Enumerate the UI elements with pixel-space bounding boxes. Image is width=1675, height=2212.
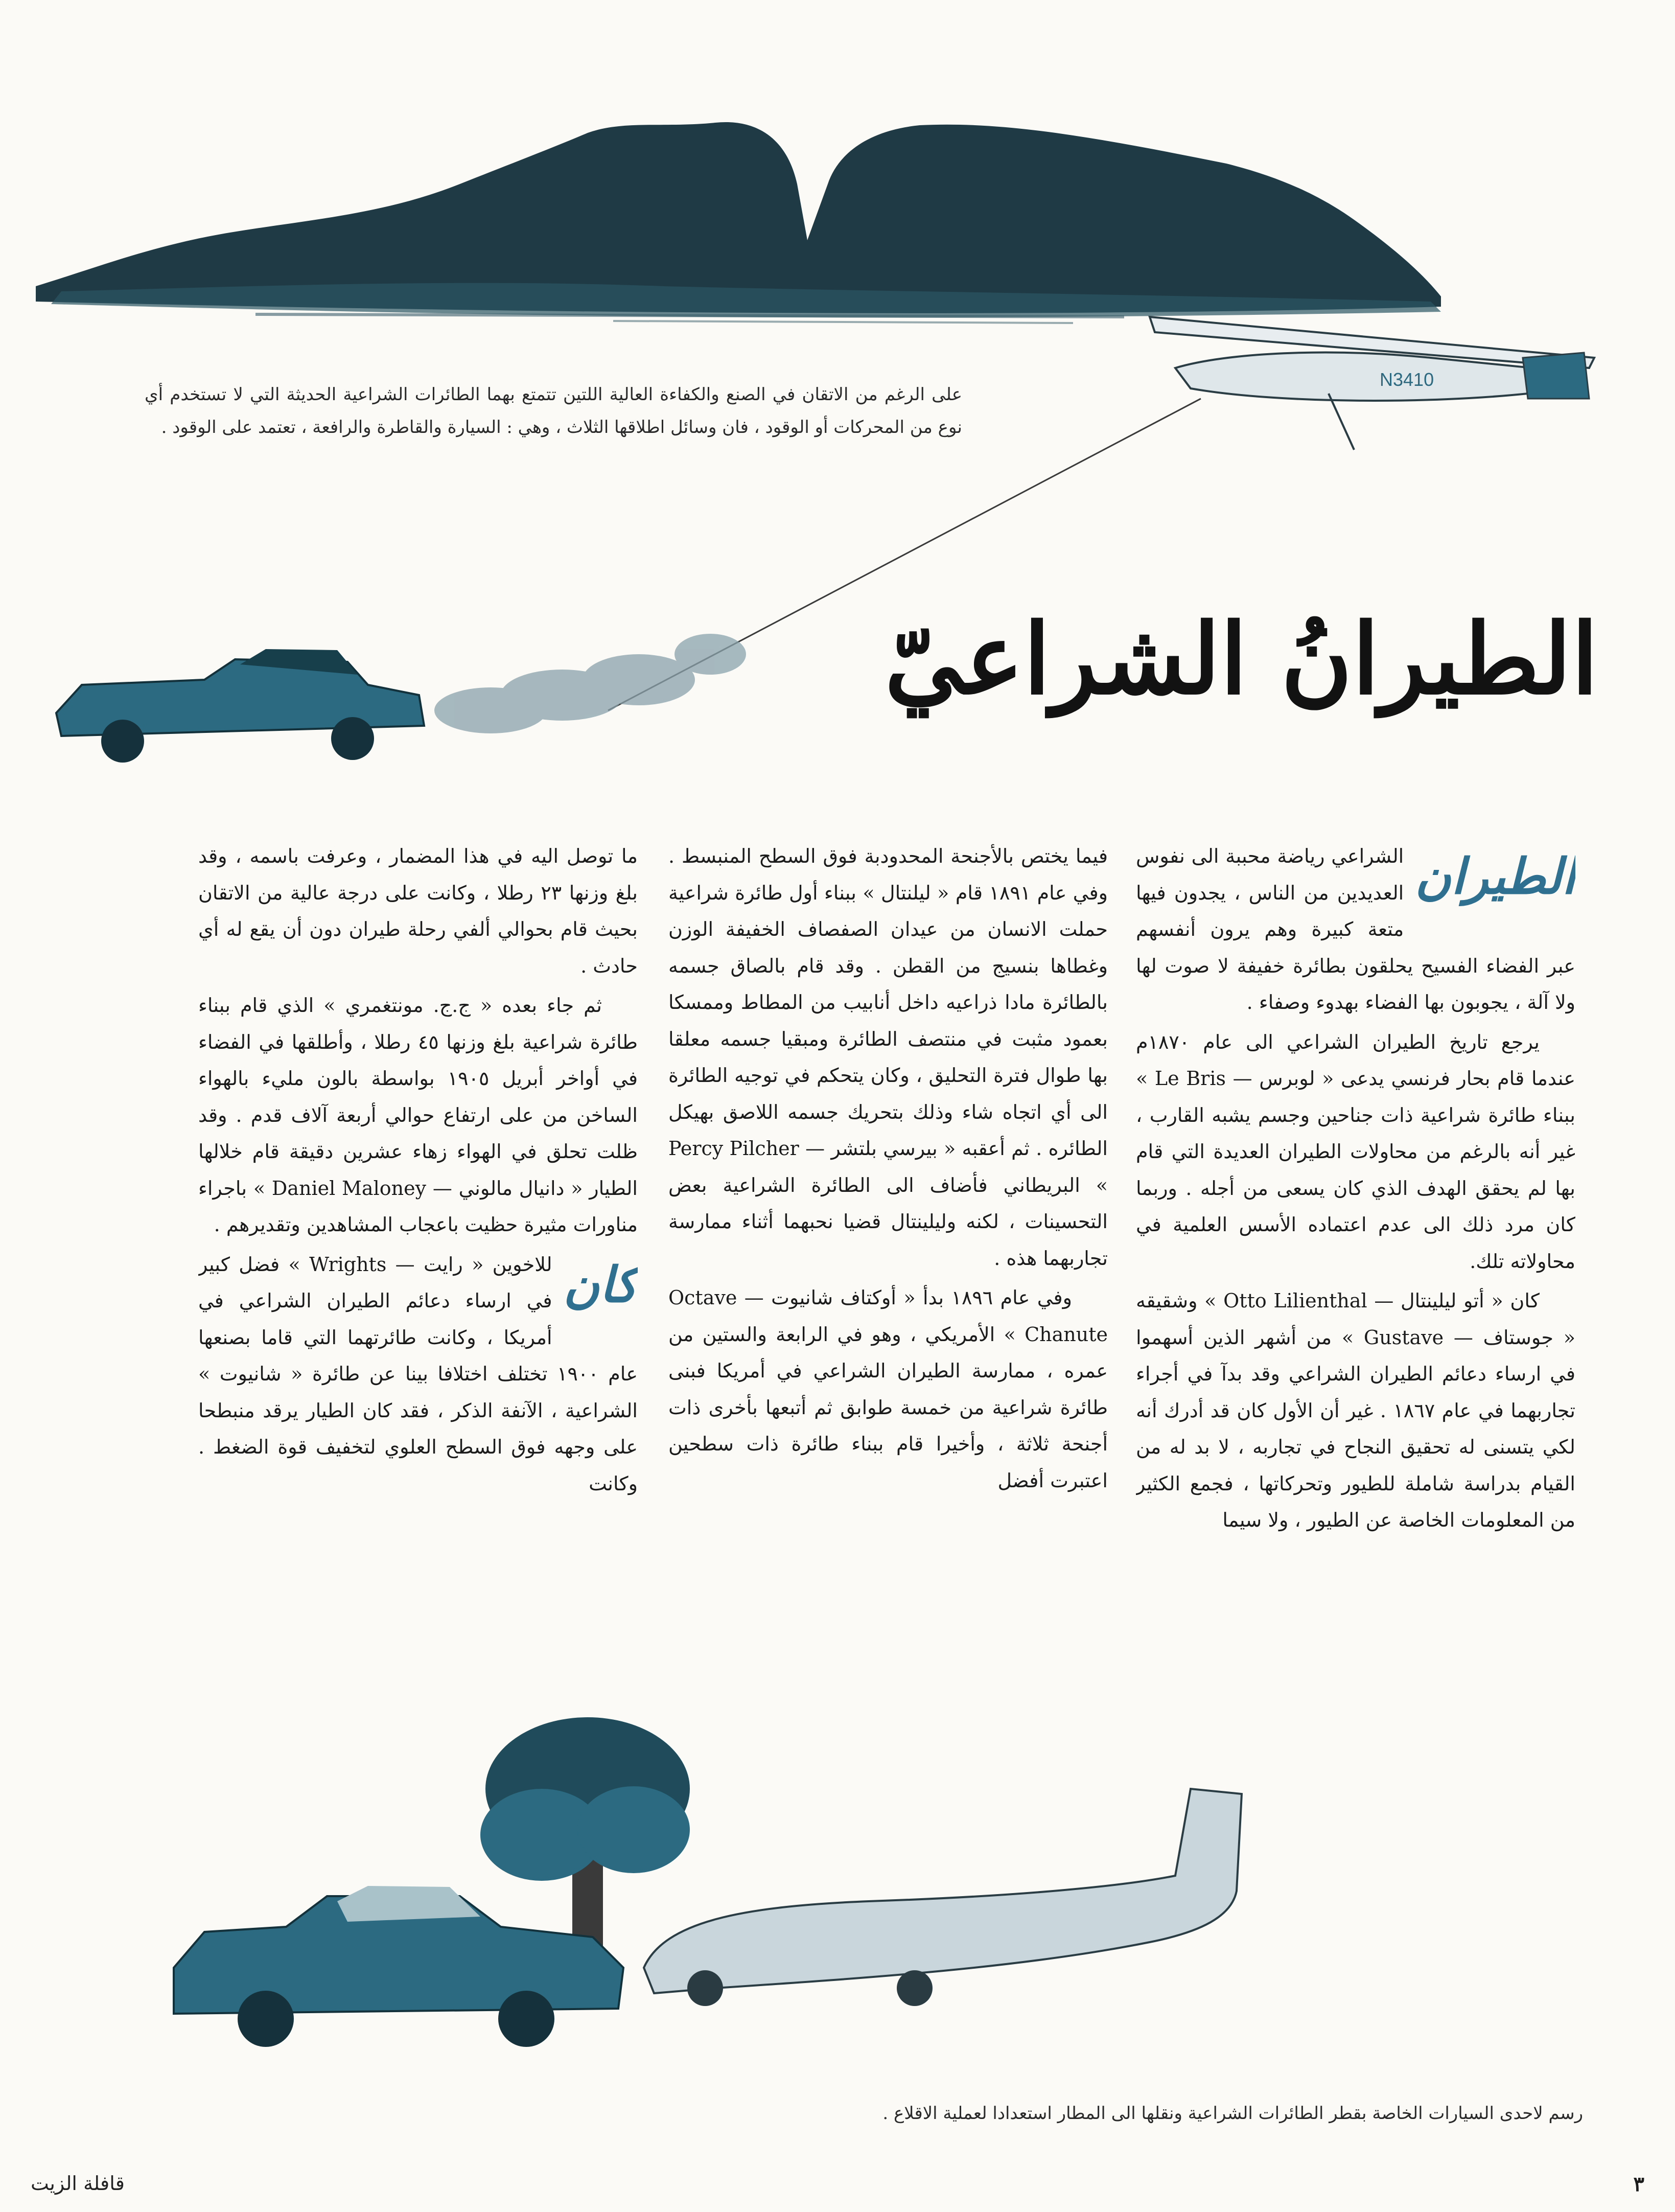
column-left	[198, 838, 638, 1727]
bottom-caption: رسم لاحدى السيارات الخاصة بقطر الطائرات الشراعية ونقلها الى المطار استعدادا لعملية الاقلاع .	[882, 2103, 1583, 2124]
glider-drawing	[1150, 317, 1594, 450]
drop-word-was: كان	[563, 1255, 638, 1314]
headline: الطيرانُ الشراعيّ	[885, 602, 1598, 716]
mountain-range	[36, 122, 1441, 313]
magazine-name: قافلة الزيت	[31, 2172, 125, 2195]
paragraph: ما توصل اليه في هذا المضمار ، وعرفت باسمه ، وقد بلغ وزنها ٢٣ رطلا ، وكانت على درجة عالية من الاتقان بحيث قام بحوالي ألفي رحلة طيران دون أن يقع له أي حادث .	[198, 845, 638, 977]
column-right	[1136, 838, 1575, 1727]
paragraph: كان « أتو ليلينتال — Otto Lilienthal » وشقيقه « جوستاف — Gustave » من أشهر الذين أسهموا في ارساء دعائم الطيران الشراعي وقد بدآ في أجراء تجاربهما في عام ١٨٦٧ . غير أن الأول كان قد أدرك أنه لكي يتسنى له تحقيق النجاح في تجاربه ، لا بد له من القيام بدراسة شاملة للطيور وتحركاتها ، فجمع الكثير من المعلومات الخاصة عن الطيور ، ولا سيما	[1136, 1289, 1575, 1531]
paragraph: للاخوين « رايت — Wrights » فضل كبير في ارساء دعائم الطيران الشراعي في أمريكا ، وكانت طائرتهما التي قاما بصنعها عام ١٩٠٠ تختلف اختلافا بينا عن طائرة « شانيوت » الشراعية ، الآنفة الذكر ، فقد كان الطيار يرقد منبطحا على وجهه فوق السطح العلوي لتخفيف قوة الضغط . وكانت	[198, 1253, 638, 1495]
bottom-illustration	[0, 1702, 1675, 2121]
column-middle	[668, 838, 1108, 1727]
top-caption: على الرغم من الاتقان في الصنع والكفاءة العالية اللتين تتمتع بهما الطائرات الشراعية الحديثة التي لا تستخدم أي نوع من المحركات أو الوقود ، فان وسائل اطلاقها الثلاث ، وهي : السيارة والقاطرة والرافعة ، تعتمد على الوقود .	[145, 384, 962, 437]
tow-car-drawing	[56, 649, 424, 763]
glider-trailer-drawing	[644, 1789, 1242, 2006]
paragraph: فيما يختص بالأجنحة المحدودبة فوق السطح المنبسط . وفي عام ١٨٩١ قام « ليلنتال » ببناء أول طائرة شراعية حملت الانسان من عيدان الصفصاف الخفيفة الوزن وغطاها بنسيج من القطن . وقد قام بالصاق جسمه بالطائرة مادا ذراعيه داخل أنابيب من المطاط وممسكا بعمود مثبت في منتصف الطائرة ومبقيا جسمه معلقا بها طوال فترة التحليق ، وكان يتحكم في توجيه الطائرة الى أي اتجاه شاء وذلك بتحريك جسمه اللاصق بهيكل الطائره . ثم أعقبه « بيرسي بلتشر — Percy Pilcher » البريطاني فأضاف الى الطائرة الشراعية بعض التحسينات ، لكنه وليلينتال قضيا نحبهما أثناء ممارسة تجاربهما هذه .	[668, 845, 1108, 1270]
car-drawing	[174, 1886, 623, 2047]
paragraph: الشراعي رياضة محببة الى نفوس العديدين من الناس ، يجدون فيها متعة كبيرة وهم يرون أنفسهم عبر الفضاء الفسيح يحلقون بطائرة خفيفة لا صوت لها ولا آلة ، يجوبون بها الفضاء بهدوء وصفاء .	[1136, 845, 1575, 1013]
page-number: ٣	[1633, 2172, 1644, 2196]
glider-registration: N3410	[1380, 369, 1434, 390]
drop-word-aviation: الطيران	[1415, 847, 1575, 905]
paragraph: يرجع تاريخ الطيران الشراعي الى عام ١٨٧٠م عندما قام بحار فرنسي يدعى « لوبرس — Le Bris » ببناء طائرة شراعية ذات جناحين وجسم يشبه القارب ، غير أنه بالرغم من محاولات الطيران العديدة التي قام بها لم يحقق الهدف الذي كان يسعى من أجله . وربما كان مرد ذلك الى عدم اعتماده الأسس العلمية في محاولاته تلك.	[1136, 1030, 1575, 1273]
dust-cloud	[434, 634, 746, 733]
paragraph: وفي عام ١٨٩٦ بدأ « أوكتاف شانيوت — Octave Chanute » الأمريكي ، وهو في الرابعة والستين من عمره ، ممارسة الطيران الشراعي في أمريكا فبنى طائرة شراعية من خمسة طوابق ثم أتبعها بأخرى ذات أجنحة ثلاثة ، وأخيرا قام ببناء طائرة ذات سطحين اعتبرت أفضل	[668, 1286, 1108, 1492]
paragraph: ثم جاء بعده « ج.ج. مونتغمري » الذي قام ببناء طائرة شراعية بلغ وزنها ٤٥ رطلا ، وأطلقها في الفضاء في أواخر أبريل ١٩٠٥ بواسطة بالون مليء بالهواء الساخن من على ارتفاع حوالي أربعة آلاف قدم . وقد ظلت تحلق في الهواء زهاء عشرين دقيقة قام خلالها الطيار « دانيال مالوني — Daniel Maloney » باجراء مناورات مثيرة حظيت باعجاب المشاهدين وتقديرهم .	[198, 994, 638, 1236]
